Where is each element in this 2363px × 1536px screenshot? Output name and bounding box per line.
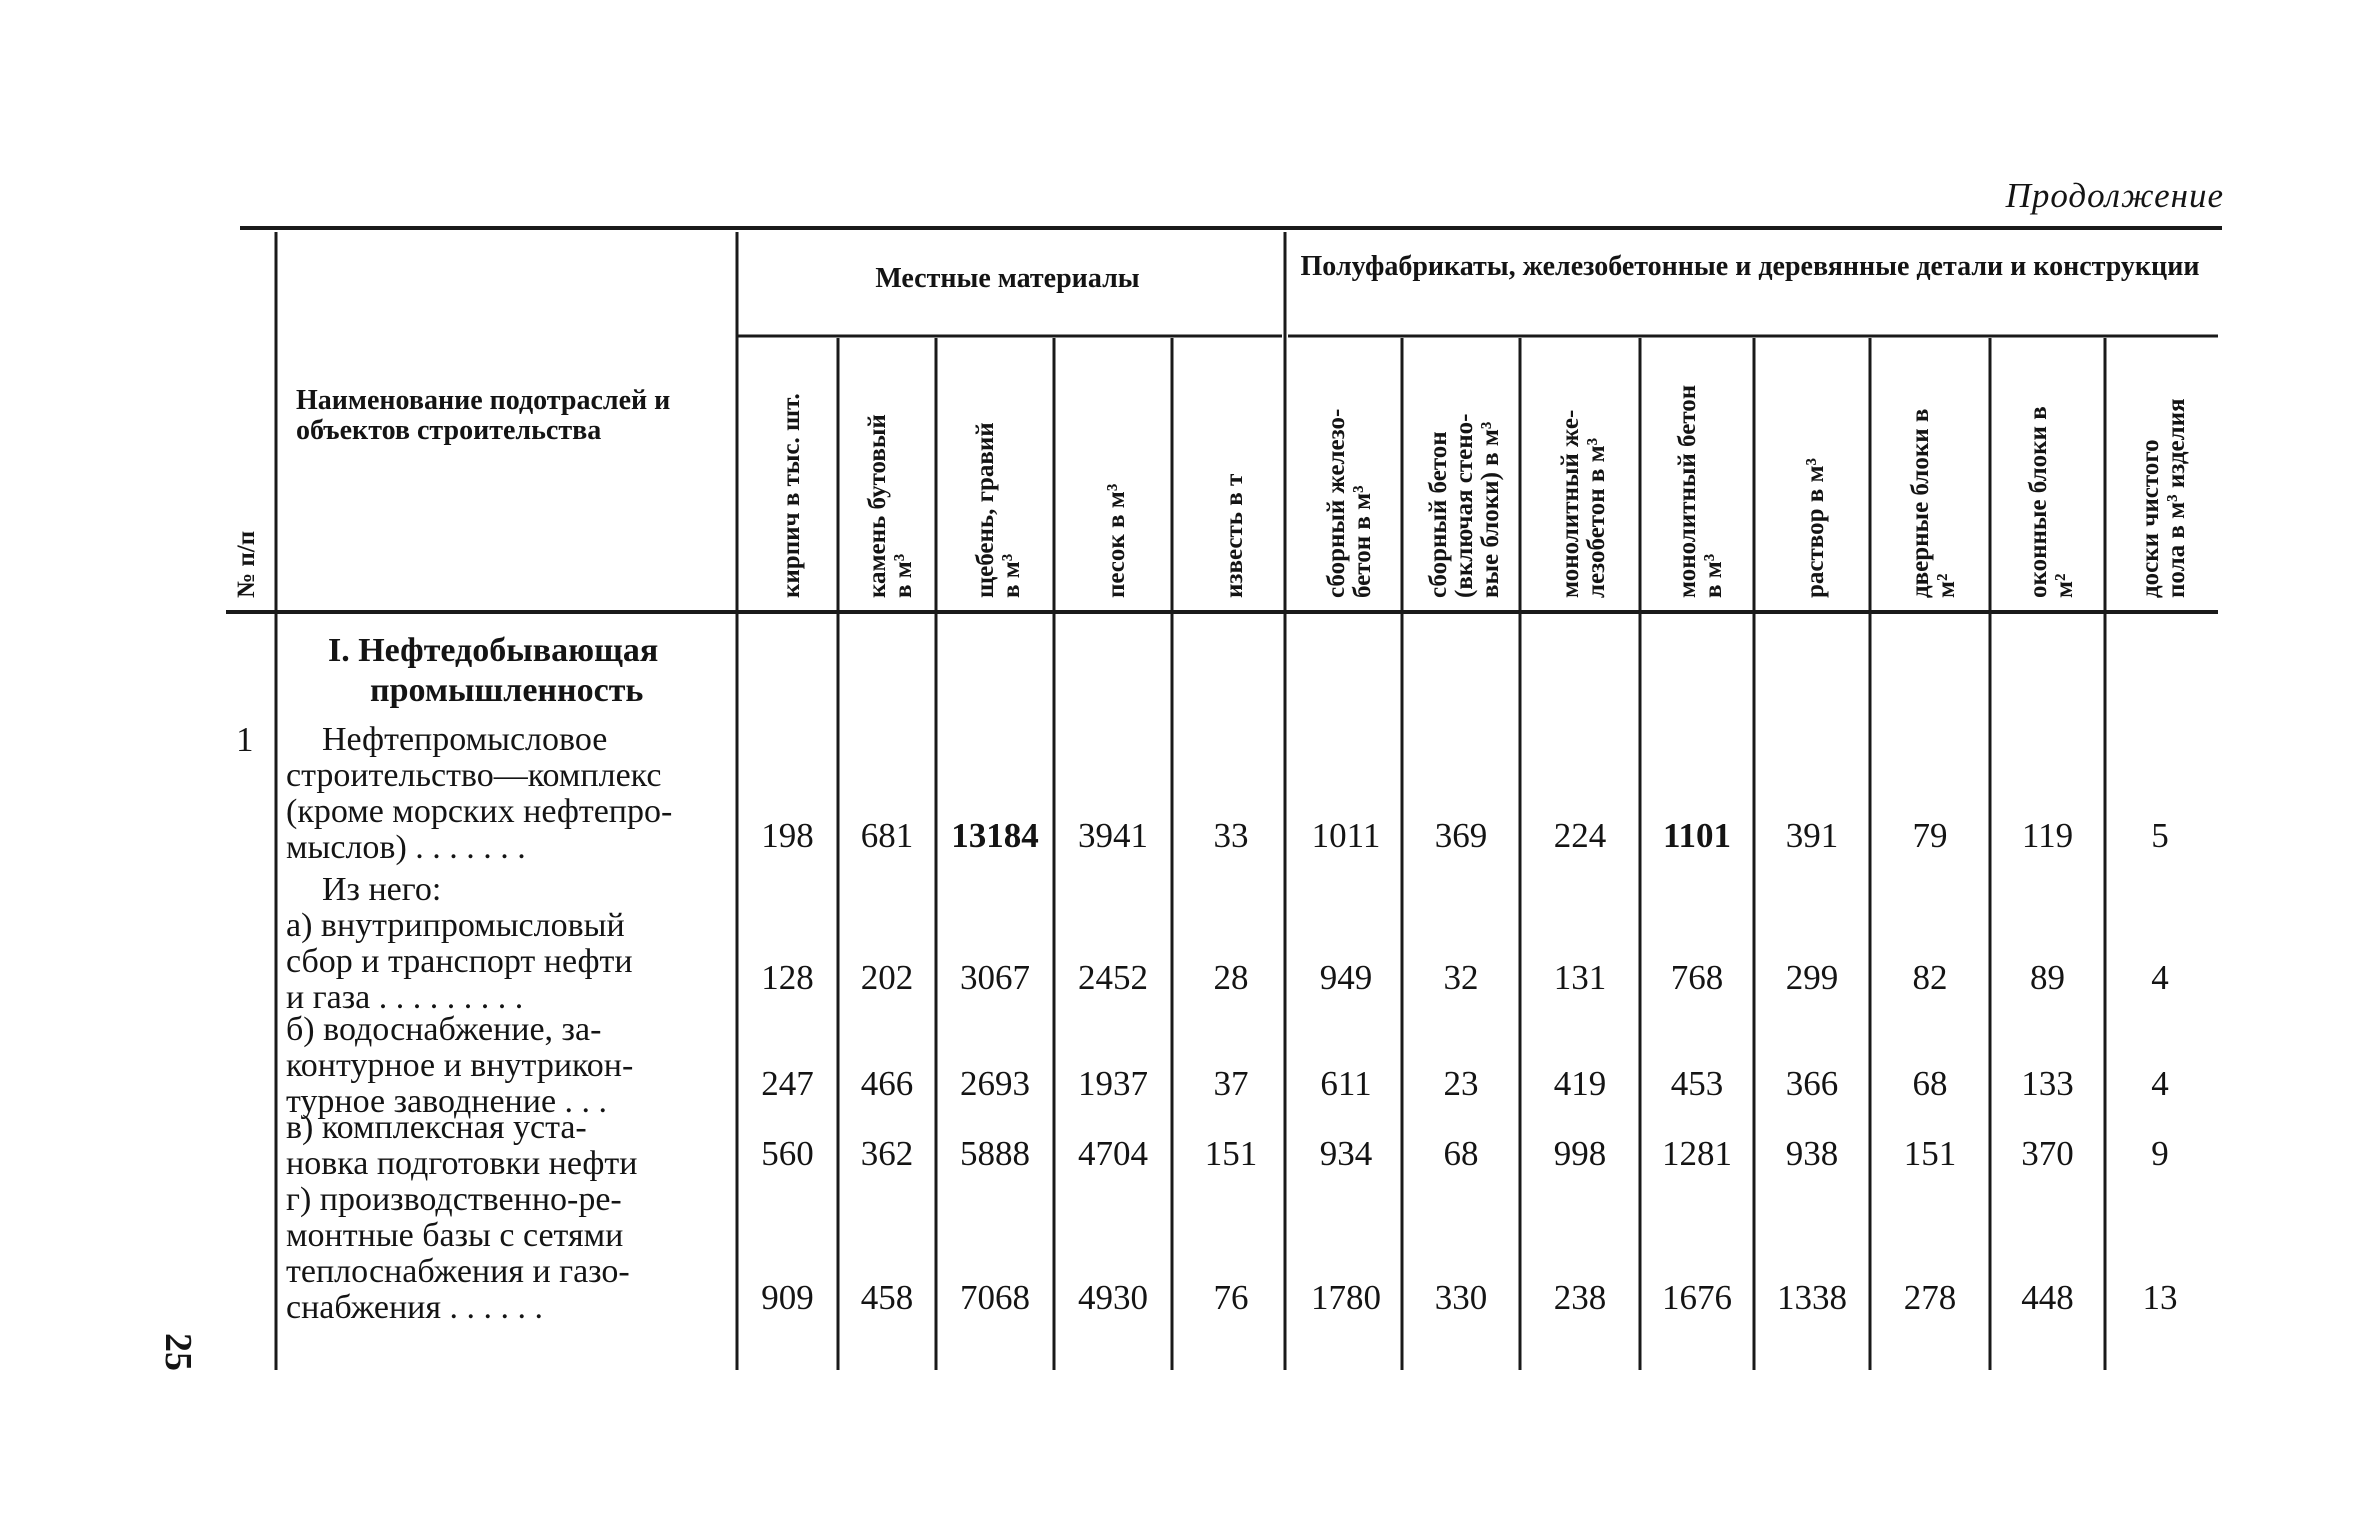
table-cell: 362 <box>860 1134 914 1173</box>
row-label-line: (кроме морских нефтепро- <box>286 793 673 830</box>
table-cell: 330 <box>1434 1278 1488 1317</box>
column-header-line: в м³ <box>1700 553 1727 598</box>
table-cell: 198 <box>761 816 814 855</box>
table-cell: 68 <box>1912 1064 1948 1103</box>
table-cell: 611 <box>1320 1064 1372 1103</box>
table-cell: 76 <box>1213 1278 1249 1317</box>
column-header-line: оконные блоки в <box>2024 406 2052 598</box>
column-header-line: пола в м³ изделия <box>2163 398 2190 598</box>
column-header-line: раствор в м³ <box>1802 457 1829 598</box>
table-cell: 369 <box>1434 816 1488 855</box>
row-label-line: контурное и внутрикон- <box>286 1047 634 1084</box>
column-header-line: м² <box>2050 573 2078 598</box>
table-cell: 2452 <box>1078 958 1148 997</box>
row-label-line: сбор и транспорт нефти <box>286 943 633 980</box>
column-header-9 <box>1675 385 1727 598</box>
column-header-5 <box>1222 474 1248 598</box>
table-cell: 1937 <box>1078 1064 1148 1103</box>
column-header-13 <box>2138 398 2190 598</box>
column-header-line: известь в т <box>1221 473 1248 598</box>
row-label-line: в) комплексная уста- <box>286 1109 587 1146</box>
column-header-12 <box>2026 406 2078 598</box>
row-label-line: теплоснабжения и газо- <box>286 1253 630 1290</box>
column-header-line: лезобетон в м³ <box>1583 437 1610 598</box>
table-cell: 938 <box>1785 1134 1839 1173</box>
section-title-line: промышленность <box>370 672 644 709</box>
column-header-10 <box>1803 458 1829 598</box>
column-header-line: в м³ <box>890 553 917 598</box>
table-cell: 224 <box>1553 816 1607 855</box>
column-header-11 <box>1908 409 1960 598</box>
table-cell: 13184 <box>951 816 1039 855</box>
table-cell: 681 <box>860 816 914 855</box>
column-header-line: песок в м³ <box>1103 483 1130 598</box>
header-group-local: Местные материалы <box>875 263 1140 294</box>
table-cell: 247 <box>761 1064 814 1103</box>
column-header-line: камень бутовый <box>864 414 891 598</box>
column-header-8 <box>1558 410 1610 598</box>
table-cell: 4704 <box>1078 1134 1148 1173</box>
row-label-line: а) внутрипромысловый <box>286 907 625 944</box>
table-cell: 998 <box>1553 1134 1607 1173</box>
column-header-7 <box>1426 414 1504 599</box>
row-label-line: монтные базы с сетями <box>286 1217 624 1254</box>
column-header-line: бетон в м³ <box>1349 485 1376 598</box>
row-label-line: турное заводнение . . . <box>286 1083 608 1120</box>
table-cell: 89 <box>2030 958 2065 997</box>
table-cell: 391 <box>1785 816 1839 855</box>
column-header-2 <box>865 414 917 598</box>
column-header-line: монолитный же- <box>1557 409 1584 598</box>
table-cell: 33 <box>1213 816 1249 855</box>
column-header-line: монолитный бетон <box>1674 384 1701 598</box>
column-header-line: сборный бетон <box>1425 431 1452 598</box>
column-header-1 <box>779 393 805 598</box>
table-cell: 560 <box>761 1134 814 1173</box>
table-cell: 7068 <box>960 1278 1030 1317</box>
table-cell: 82 <box>1912 958 1948 997</box>
table-cell: 128 <box>761 958 814 997</box>
column-header-line: м² <box>1933 573 1960 598</box>
table-cell: 4930 <box>1078 1278 1148 1317</box>
continued-label: Продолжение <box>2005 176 2224 215</box>
table-cell: 79 <box>1912 816 1948 855</box>
row-label-line: Из него: <box>322 871 442 908</box>
column-header-line: щебень, гравий <box>972 422 999 598</box>
table-cell: 768 <box>1670 958 1724 997</box>
table-cell: 9 <box>2151 1134 2169 1173</box>
header-name: Наименование подотраслей и объектов строительства <box>296 385 671 446</box>
table-cell: 68 <box>1443 1134 1479 1173</box>
table-cell: 278 <box>1903 1278 1957 1317</box>
row-label-line: мыслов) . . . . . . . <box>286 829 526 866</box>
table-cell: 949 <box>1319 958 1373 997</box>
table-cell: 3067 <box>960 958 1030 997</box>
column-header-3 <box>973 422 1025 598</box>
table-cell: 466 <box>860 1064 914 1103</box>
table-cell: 3941 <box>1078 816 1148 855</box>
table-cell: 419 <box>1553 1064 1607 1103</box>
row-index: 1 <box>236 720 254 759</box>
column-header-line: сборный железо- <box>1323 408 1350 598</box>
table-cell: 1676 <box>1662 1278 1732 1317</box>
table-cell: 13 <box>2142 1278 2178 1317</box>
table-cell: 299 <box>1785 958 1839 997</box>
column-header-line: вые блоки) в м³ <box>1477 421 1504 598</box>
row-label-line: строительство—комплекс <box>286 757 662 794</box>
table-cell: 1281 <box>1662 1134 1732 1173</box>
column-header-line: дверные блоки в <box>1907 408 1934 598</box>
row-label-line: новка подготовки нефти <box>286 1145 638 1182</box>
table-cell: 23 <box>1443 1064 1479 1103</box>
row-label-line: г) производственно-ре- <box>286 1181 622 1218</box>
table-cell: 37 <box>1213 1064 1249 1103</box>
row-label-line: и газа . . . . . . . . . <box>286 979 524 1016</box>
table-cell: 458 <box>860 1278 914 1317</box>
table-cell: 4 <box>2151 1064 2169 1103</box>
table-cell: 934 <box>1319 1134 1373 1173</box>
header-group-semi: Полуфабрикаты, железобетонные и деревянные детали и конструкции <box>1300 251 2200 282</box>
table-cell: 5888 <box>960 1134 1030 1173</box>
column-header-line: (включая стено- <box>1451 413 1478 598</box>
table-cell: 448 <box>2021 1278 2074 1317</box>
table-cell: 1101 <box>1662 816 1732 855</box>
column-header-line: доски чистого <box>2137 439 2164 598</box>
table-cell: 151 <box>1903 1134 1957 1173</box>
column-header-line: кирпич в тыс. шт. <box>777 393 805 598</box>
table-cell: 909 <box>761 1278 814 1317</box>
table-cell: 28 <box>1213 958 1249 997</box>
table-cell: 238 <box>1553 1278 1607 1317</box>
table-cell: 366 <box>1785 1064 1839 1103</box>
table-cell: 2693 <box>960 1064 1030 1103</box>
column-header-line: в м³ <box>998 553 1025 598</box>
table-cell: 453 <box>1670 1064 1724 1103</box>
table-cell: 133 <box>2021 1064 2074 1103</box>
column-header-4 <box>1104 484 1130 598</box>
table-cell: 151 <box>1204 1134 1258 1173</box>
table-cell: 4 <box>2151 958 2169 997</box>
table-cell: 202 <box>860 958 914 997</box>
section-title-line: I. Нефтедобывающая <box>328 632 659 669</box>
table-cell: 1011 <box>1311 816 1381 855</box>
table-cell: 32 <box>1443 958 1479 997</box>
table-cell: 1780 <box>1311 1278 1381 1317</box>
table-cell: 1338 <box>1777 1278 1847 1317</box>
table-cell: 370 <box>2021 1134 2074 1173</box>
row-label-line: Нефтепромысловое <box>322 721 608 758</box>
table-cell: 119 <box>2021 816 2074 855</box>
table-cell: 131 <box>1553 958 1607 997</box>
row-label-line: б) водоснабжение, за- <box>286 1011 602 1048</box>
table-cell: 5 <box>2151 816 2169 855</box>
column-header-6 <box>1324 409 1376 598</box>
header-num: № п/п <box>233 530 260 598</box>
page-number: 25 <box>157 1333 199 1371</box>
row-label-line: снабжения . . . . . . <box>286 1289 543 1326</box>
